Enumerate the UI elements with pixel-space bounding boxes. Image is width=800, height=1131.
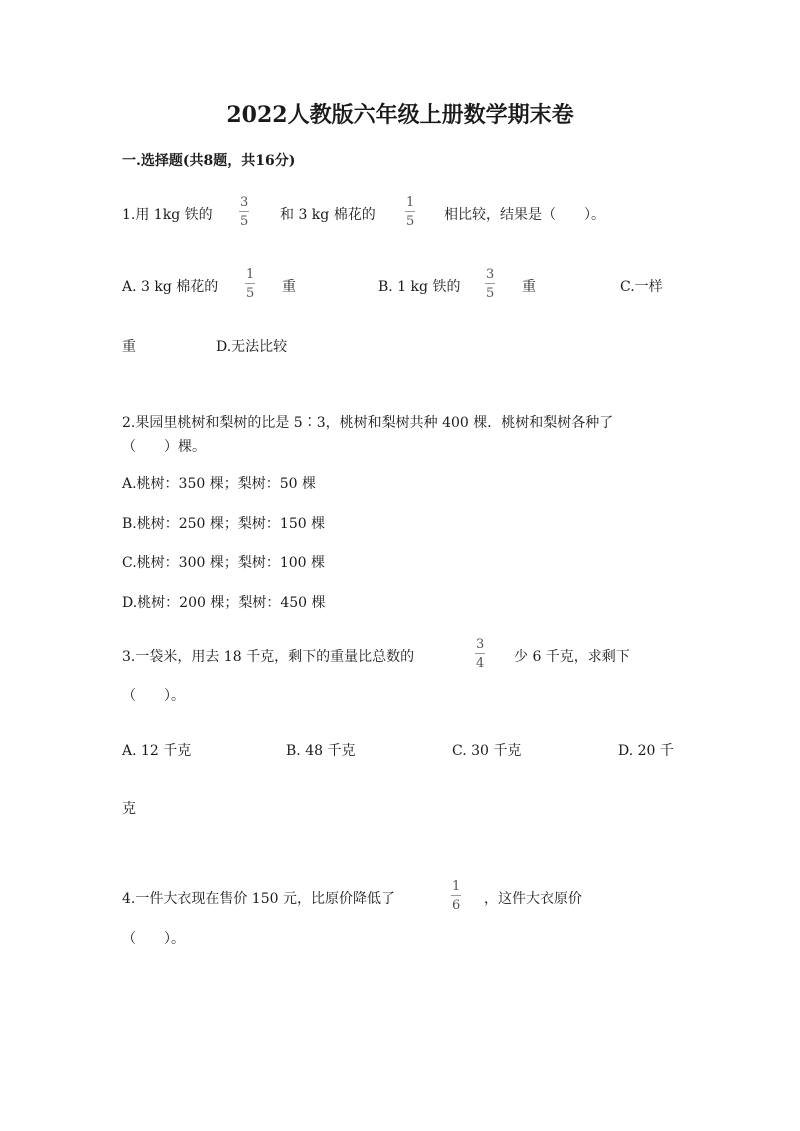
q1-option-a-part2: 重 [282,279,296,295]
q1-stem-part2: 和 3 kg 棉花的 [280,207,376,223]
q1-option-a-fraction [244,268,256,300]
page-title: 2022人教版六年级上册数学期末卷 [226,102,574,128]
q1-stem-part1: 1.用 1kg 铁的 [122,207,213,223]
q3-option-a[interactable]: A. 12 千克 [122,743,192,759]
q4-numerator: 1 [452,879,461,894]
q2-option-c[interactable]: C.桃树：300 棵；梨树：100 棵 [122,555,326,571]
q1-optB-denominator: 5 [486,286,495,301]
q3-numerator: 3 [476,637,485,652]
q4-denominator: 6 [452,898,461,913]
q1-frac1-numerator: 3 [240,195,249,210]
q1-stem-part3: 相比较，结果是（ ）。 [444,207,605,223]
q3-denominator: 4 [476,656,485,671]
q3-option-d-part1[interactable]: D. 20 千 [618,743,674,759]
q3-stem-line2: （ ）。 [122,688,185,704]
q4-stem-part1: 4.一件大衣现在售价 150 元，比原价降低了 [122,891,395,907]
q4-stem-line2: （ ）。 [122,931,185,947]
q3-stem-part1: 3.一袋米，用去 18 千克，剩下的重量比总数的 [122,649,415,665]
q1-option-a-part1[interactable]: A. 3 kg 棉花的 [122,279,219,295]
q1-frac1-denominator: 5 [240,214,249,229]
section-heading: 一.选择题(共8题，共16分) [122,153,296,169]
q2-option-a[interactable]: A.桃树：350 棵；梨树：50 棵 [122,476,316,492]
q1-fraction-2 [404,196,416,228]
q1-option-b-fraction [484,268,496,300]
q2-option-b[interactable]: B.桃树：250 棵；梨树：150 棵 [122,516,326,532]
q4-fraction [450,880,462,912]
q1-frac2-numerator: 1 [406,195,415,210]
q1-option-c-part2: 重 [122,339,136,355]
q1-optA-denominator: 5 [246,286,255,301]
q3-option-c[interactable]: C. 30 千克 [452,743,522,759]
q1-option-c-part1[interactable]: C.一样 [620,279,663,295]
q2-option-d[interactable]: D.桃树：200 棵；梨树：450 棵 [122,595,326,611]
q1-optB-numerator: 3 [486,267,495,282]
q3-fraction [474,638,486,670]
q3-stem-part2: 少 6 千克，求剩下 [514,649,630,665]
q1-option-d[interactable]: D.无法比较 [216,339,288,355]
q3-option-d-part2: 克 [122,801,136,817]
q3-option-b[interactable]: B. 48 千克 [286,743,356,759]
q1-fraction-1 [238,196,250,228]
q2-stem-line1: 2.果园里桃树和梨树的比是 5∶3，桃树和梨树共种 400 棵．桃树和梨树各种了 [122,415,614,431]
q1-frac2-denominator: 5 [406,214,415,229]
q1-optA-numerator: 1 [246,267,255,282]
q1-option-b-part1[interactable]: B. 1 kg 铁的 [378,279,461,295]
q2-stem-line2: （ ）棵。 [122,439,206,455]
q1-option-b-part2: 重 [522,279,536,295]
q4-stem-part2: ，这件大衣原价 [484,891,582,907]
